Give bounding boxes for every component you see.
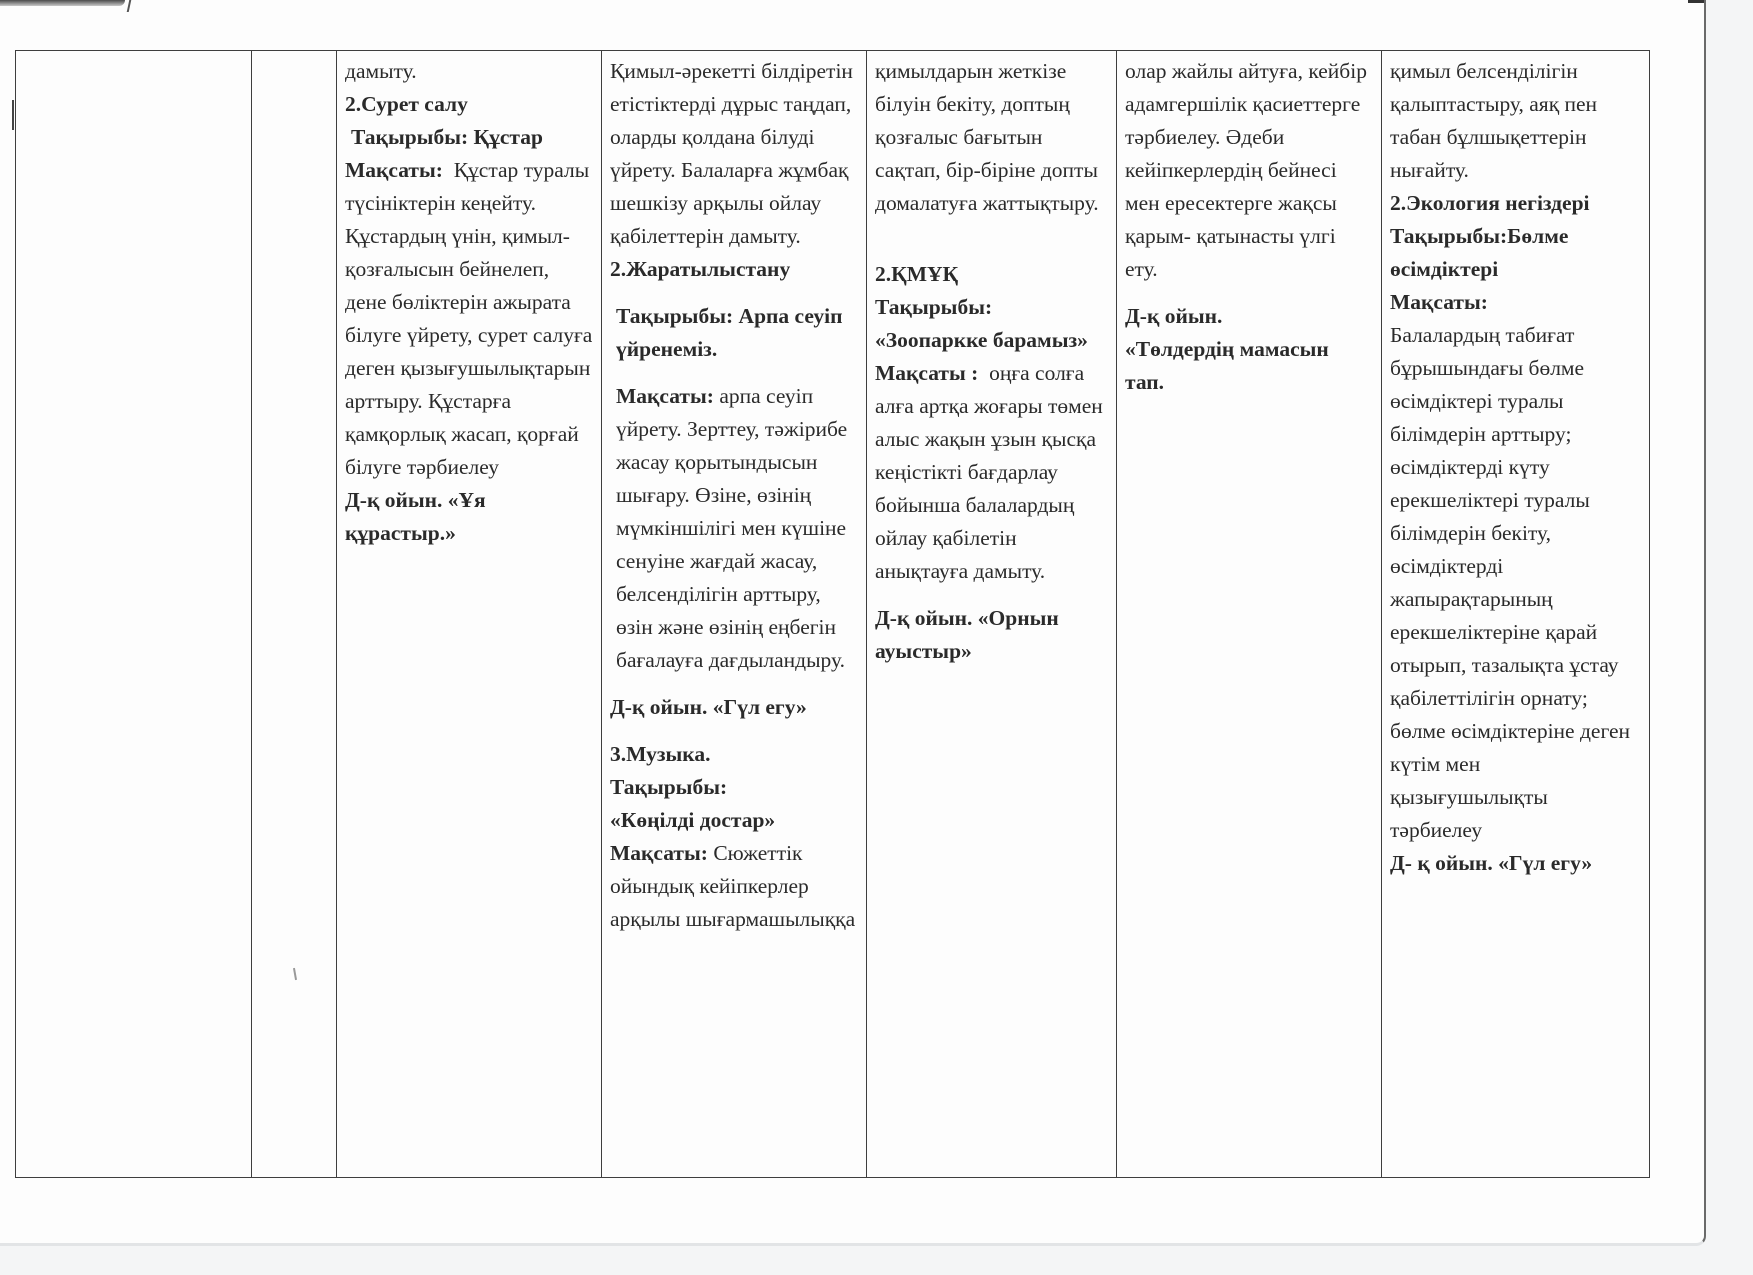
goal-label: Мақсаты: <box>610 841 708 865</box>
section-heading: Мақсаты: <box>1390 290 1488 314</box>
body-text: Қимыл-әрекетті білдіретін етістіктерді дұрыс таңдап, оларды қолдана білуді үйрету. Балаларға жұмбақ шешкізу арқылы ойлау қабілеттерін дамыту. <box>610 59 853 248</box>
section-heading: Тақырыбы: Құстар <box>351 125 543 149</box>
section-heading: 2.Экология негіздері <box>1390 191 1590 215</box>
section-heading: Тақырыбы: Арпа сеуіп үйренеміз. <box>616 304 843 361</box>
scan-artifact-left <box>12 100 14 130</box>
spacer <box>610 286 858 300</box>
goal-label: Мақсаты : <box>875 361 979 385</box>
goal-paragraph <box>875 357 1108 588</box>
spacer <box>1125 286 1373 300</box>
section-heading: Д- қ ойын. «Гүл егу» <box>1390 851 1593 875</box>
goal-label: Мақсаты: <box>616 384 714 408</box>
section-heading: Д-қ ойын. «Орнын ауыстыр» <box>875 606 1059 663</box>
table-cell-day-1 <box>337 51 602 1178</box>
spacer <box>610 677 858 691</box>
goal-text: Сюжеттік ойындық кейіпкерлер арқылы шығармашылыққа <box>610 841 856 931</box>
table-cell-empty-1 <box>16 51 252 1178</box>
goal-paragraph <box>610 837 858 936</box>
table-row <box>16 51 1650 1178</box>
goal-text: арпа сеуіп үйрету. Зерттеу, тәжірибе жасау қорытындысын шығару. Өзіне, өзінің мүмкіншілігі мен күшіне сенуіне жағдай жасау, белсенділігін арттыру, өзін және өзінің еңбегін бағалауға дағдыландыру. <box>616 384 853 672</box>
goal-label: Мақсаты: <box>345 158 443 182</box>
section-heading: «Көңілді достар» <box>610 808 776 832</box>
table-cell-day-5 <box>1382 51 1650 1178</box>
goal-paragraph <box>610 380 858 677</box>
section-heading: «Төлдердің мамасын тап. <box>1125 337 1329 394</box>
section-heading: Тақырыбы:Бөлме өсімдіктері <box>1390 224 1569 281</box>
section-heading: Тақырыбы: <box>875 295 993 319</box>
section-heading: Д-қ ойын. <box>1125 304 1223 328</box>
spacer <box>610 724 858 738</box>
section-heading: Тақырыбы: <box>610 775 728 799</box>
section-heading: 2.Жаратылыстану <box>610 257 791 281</box>
section-heading: 2.ҚМҰҚ <box>875 262 959 286</box>
section-heading: 2.Сурет салу <box>345 92 468 116</box>
body-text: олар жайлы айтуға, кейбір адамгершілік қасиеттерге тәрбиелеу. Әдеби кейіпкерлердің бейнесі мен ересектерге жақсы қарым- қатынасты үлгі ету. <box>1125 59 1367 281</box>
goal-text: Құстар туралы түсініктерін кеңейту. Құстардың үнін, қимыл-қозғалысын бейнелеп, дене бөліктерін ажырата білуге үйрету, сурет салуға деген қызығушылықтарын арттыру. Құстарға қамқорлық жасап, қорғай білуге тәрбиелеу <box>345 158 598 479</box>
table-cell-day-4 <box>1117 51 1382 1178</box>
scan-artifact-top-right <box>1688 0 1704 3</box>
body-text: қимыл белсенділігін қалыптастыру, аяқ пен табан бұлшықеттерін нығайту. <box>1390 59 1598 182</box>
section-heading: Д-қ ойын. «Ұя құрастыр.» <box>345 488 486 545</box>
section-heading: 3.Музыка. <box>610 742 711 766</box>
body-text: дамыту. <box>345 59 417 83</box>
lesson-plan-table <box>15 50 1650 1178</box>
spacer <box>875 220 1108 258</box>
scan-artifact-top <box>0 0 125 6</box>
section-heading: Д-қ ойын. «Гүл егу» <box>610 695 807 719</box>
table-cell-day-2 <box>602 51 867 1178</box>
goal-paragraph <box>345 154 598 484</box>
section-heading: «Зоопаркке барамыз» <box>875 328 1088 352</box>
body-text: Балалардың табиғат бұрышындағы бөлме өсімдіктері туралы білімдерін арттыру; өсімдіктерді күту ерекшеліктері туралы білімдерін бекіту, өсімдіктерді жапырақтарының ерекшеліктеріне қарай отырып, тазалықта ұстау қабілеттілігін орнату; бөлме өсімдіктеріне деген күтім мен қызығушылықты тәрбиелеу <box>1390 323 1631 842</box>
spacer <box>610 366 858 380</box>
spacer <box>875 588 1108 602</box>
table-cell-day-3 <box>867 51 1117 1178</box>
scan-artifact-tick <box>127 0 132 12</box>
goal-text: оңға солға алға артқа жоғары төмен алыс жақын ұзын қысқа кеңістікті бағдарлау бойынша балалардың ойлау қабілетін анықтауға дамыту. <box>875 361 1109 583</box>
table-cell-empty-2 <box>252 51 337 1178</box>
body-text: қимылдарын жеткізе білуін бекіту, доптың қозғалыс бағытын сақтап, бір-біріне допты домалатуға жаттықтыру. <box>875 59 1099 215</box>
